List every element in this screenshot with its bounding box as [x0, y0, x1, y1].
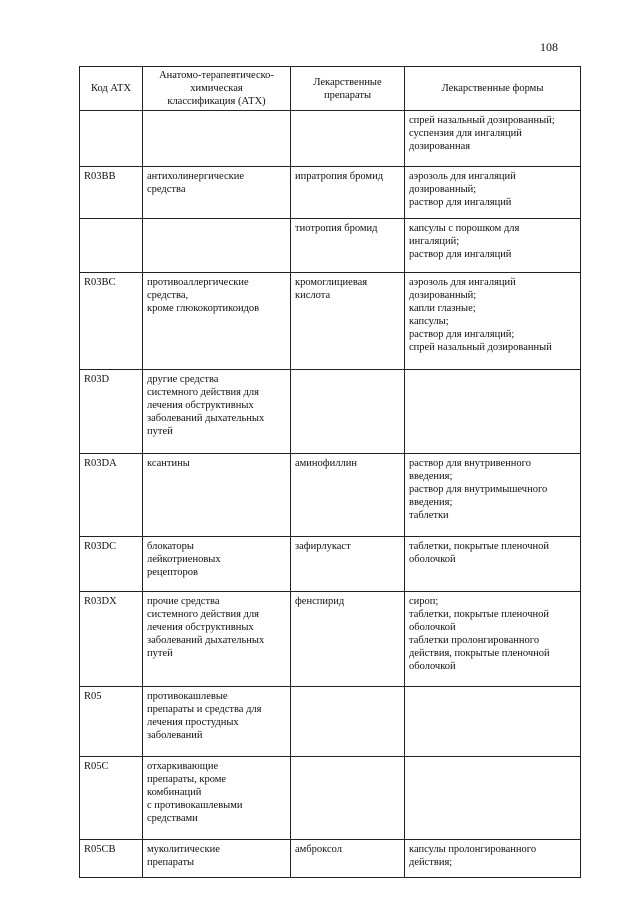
cell-text-line: действия, покрытые пленочной [409, 648, 550, 659]
cell-text-line: лечения обструктивных [147, 622, 254, 633]
table-row [80, 687, 581, 757]
header-text-line: препараты [323, 89, 372, 101]
cell-text-line: заболеваний дыхательных [147, 413, 265, 424]
cell-text-line: кроме глюкокортикоидов [147, 303, 260, 314]
page-number: 108 [540, 40, 558, 54]
atc-class-cell [143, 219, 291, 273]
cell-text-line: средства [147, 184, 186, 195]
dosage-forms-cell [405, 592, 581, 687]
table-row [80, 219, 581, 273]
header-dosage-forms [405, 67, 581, 111]
atc-code-cell [80, 273, 143, 370]
dosage-forms-cell [405, 840, 581, 878]
drug-name-cell [291, 454, 405, 537]
cell-text-line: комбинаций [147, 787, 202, 798]
atc-code-cell [80, 537, 143, 592]
cell-text-line: лечения простудных [147, 717, 239, 728]
drug-name-cell [291, 167, 405, 219]
cell-text-line: введения; [409, 497, 453, 508]
cell-text-line: R05 [84, 691, 102, 702]
cell-text-line: препараты [147, 857, 195, 868]
header-text-line: классификация (АТХ) [167, 96, 266, 107]
table-row [80, 592, 581, 687]
cell-text-line: противокашлевые [147, 691, 228, 702]
cell-text-line: сироп; [409, 596, 439, 607]
cell-text-line: раствор для ингаляций; [409, 329, 515, 340]
drug-name-cell [291, 273, 405, 370]
cell-text-line: раствор для ингаляций [409, 197, 512, 208]
cell-text-line: средства, [147, 290, 189, 301]
cell-text-line: таблетки [409, 510, 449, 521]
cell-text-line: суспензия для ингаляций [409, 128, 522, 139]
cell-text-line: лечения обструктивных [147, 400, 254, 411]
cell-text-line: с противокашлевыми [147, 800, 243, 811]
cell-text-line: спрей назальный дозированный [409, 342, 552, 353]
cell-text-line: ингаляций; [409, 236, 460, 247]
cell-text-line: дозированный; [409, 290, 477, 301]
atc-class-cell [143, 687, 291, 757]
cell-text-line: муколитические [147, 844, 220, 855]
atc-class-cell [143, 111, 291, 167]
cell-text-line: дозированный; [409, 184, 477, 195]
cell-text-line: аэрозоль для ингаляций [409, 277, 516, 288]
table-row [80, 537, 581, 592]
cell-text-line: аминофиллин [295, 458, 357, 469]
drug-name-cell [291, 592, 405, 687]
cell-text-line: средствами [147, 813, 198, 824]
cell-text-line: амброксол [295, 844, 342, 855]
cell-text-line: фенспирид [295, 596, 345, 607]
cell-text-line: путей [147, 648, 173, 659]
cell-text-line: раствор для внутримышечного [409, 484, 548, 495]
cell-text-line: лейкотриеновых [147, 554, 221, 565]
cell-text-line: таблетки пролонгированного [409, 635, 540, 646]
cell-text-line: R03DC [84, 541, 117, 552]
dosage-forms-cell [405, 370, 581, 454]
cell-text-line: системного действия для [147, 387, 259, 398]
header-text-line: Код АТХ [90, 83, 132, 94]
cell-text-line: R03DA [84, 458, 117, 469]
cell-text-line: таблетки, покрытые пленочной [409, 609, 550, 620]
cell-text-line: таблетки, покрытые пленочной [409, 541, 550, 552]
drug-name-cell [291, 537, 405, 592]
atc-code-cell [80, 840, 143, 878]
table-header [80, 67, 581, 111]
table-row [80, 454, 581, 537]
cell-text-line: R03D [84, 374, 110, 385]
header-atc-classification [143, 67, 291, 111]
atc-code-cell [80, 687, 143, 757]
dosage-forms-cell [405, 687, 581, 757]
atc-class-cell [143, 454, 291, 537]
cell-text-line: блокаторы [147, 541, 194, 552]
cell-text-line: дозированная [409, 141, 471, 152]
atc-class-cell [143, 370, 291, 454]
atc-code-cell [80, 111, 143, 167]
table-row [80, 370, 581, 454]
drug-name-cell [291, 687, 405, 757]
drug-name-cell [291, 757, 405, 840]
cell-text-line: раствор для внутривенного [409, 458, 531, 469]
cell-text-line: R05CB [84, 844, 116, 855]
cell-text-line: другие средства [147, 374, 219, 385]
cell-text-line: зафирлукаст [295, 541, 351, 552]
header-text-line: Анатомо-терапевтическо- [159, 70, 274, 81]
cell-text-line: кромоглициевая [295, 277, 368, 288]
drug-name-cell [291, 840, 405, 878]
cell-text-line: заболеваний дыхательных [147, 635, 265, 646]
atc-code-cell [80, 370, 143, 454]
header-text-line: химическая [190, 83, 243, 94]
cell-text-line: препараты и средства для [147, 704, 262, 715]
dosage-forms-cell [405, 757, 581, 840]
cell-text-line: оболочкой [409, 661, 456, 672]
cell-text-line: действия; [409, 857, 453, 868]
atc-code-cell [80, 454, 143, 537]
cell-text-line: отхаркивающие [147, 761, 219, 772]
cell-text-line: спрей назальный дозированный; [409, 115, 555, 126]
atc-code-cell [80, 592, 143, 687]
cell-text-line: препараты, кроме [147, 774, 227, 785]
header-text-line: Лекарственные формы [441, 83, 544, 94]
dosage-forms-cell [405, 167, 581, 219]
atc-code-cell [80, 167, 143, 219]
dosage-forms-cell [405, 219, 581, 273]
table-row [80, 111, 581, 167]
cell-text-line: капли глазные; [409, 303, 476, 314]
cell-text-line: прочие средства [147, 596, 220, 607]
atc-class-cell [143, 273, 291, 370]
cell-text-line: тиотропия бромид [295, 223, 378, 234]
header-atc-code [80, 67, 143, 111]
table-body [80, 111, 581, 878]
dosage-forms-cell [405, 454, 581, 537]
atc-code-cell [80, 219, 143, 273]
table-row [80, 757, 581, 840]
dosage-forms-cell [405, 273, 581, 370]
cell-text-line: R03DX [84, 596, 117, 607]
drug-name-cell [291, 370, 405, 454]
atc-drug-table [79, 66, 581, 878]
atc-class-cell [143, 592, 291, 687]
cell-text-line: ипратропия бромид [295, 171, 384, 182]
table-row [80, 840, 581, 878]
cell-text-line: ксантины [147, 458, 190, 469]
cell-text-line: антихолинергические [147, 171, 245, 182]
atc-class-cell [143, 757, 291, 840]
cell-text-line: оболочкой [409, 554, 456, 565]
dosage-forms-cell [405, 537, 581, 592]
drug-name-cell [291, 111, 405, 167]
dosage-forms-cell [405, 111, 581, 167]
cell-text-line: аэрозоль для ингаляций [409, 171, 516, 182]
cell-text-line: кислота [295, 290, 331, 301]
atc-class-cell [143, 840, 291, 878]
table-row [80, 167, 581, 219]
cell-text-line: заболеваний [147, 730, 203, 741]
cell-text-line: капсулы; [409, 316, 449, 327]
cell-text-line: R03BC [84, 277, 116, 288]
atc-class-cell [143, 167, 291, 219]
drug-name-cell [291, 219, 405, 273]
atc-class-cell [143, 537, 291, 592]
header-drugs [291, 67, 405, 111]
header-row [80, 67, 581, 111]
cell-text-line: введения; [409, 471, 453, 482]
cell-text-line: R05C [84, 761, 109, 772]
cell-text-line: противоаллергические [147, 277, 249, 288]
cell-text-line: капсулы с порошком для [409, 223, 520, 234]
cell-text-line: оболочкой [409, 622, 456, 633]
cell-text-line: раствор для ингаляций [409, 249, 512, 260]
table-row [80, 273, 581, 370]
cell-text-line: R03BB [84, 171, 116, 182]
header-text-line: Лекарственные [313, 76, 382, 88]
cell-text-line: капсулы пролонгированного [409, 844, 537, 855]
cell-text-line: системного действия для [147, 609, 259, 620]
cell-text-line: рецепторов [147, 567, 198, 578]
atc-code-cell [80, 757, 143, 840]
cell-text-line: путей [147, 426, 173, 437]
